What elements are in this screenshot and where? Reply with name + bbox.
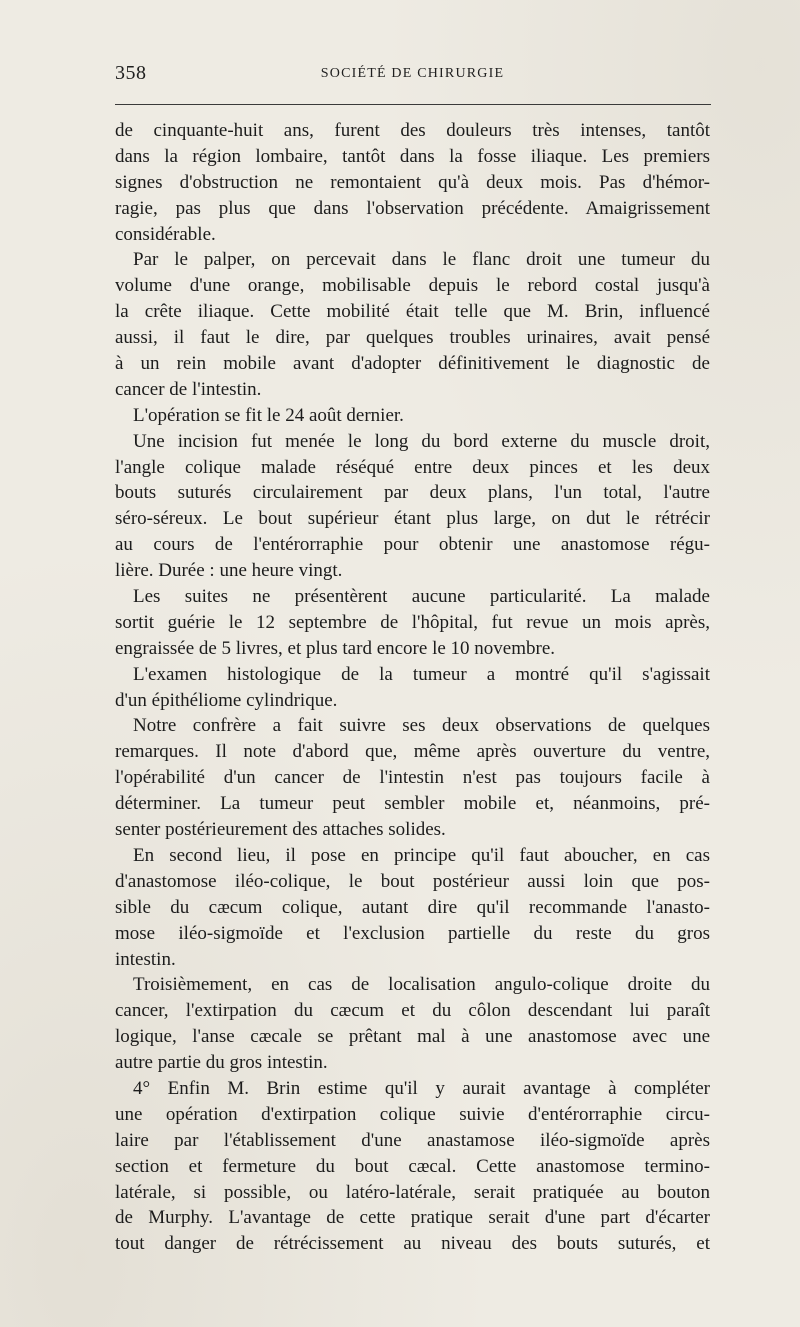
text-line: engraissée de 5 livres, et plus tard encore le 10 novembre. <box>115 637 556 659</box>
text-line: Troisièmement, en cas de localisation angulo-colique droite du <box>133 974 710 996</box>
text-line: mose iléo-sigmoïde et l'exclusion partielle du reste du gros <box>115 922 710 944</box>
text-line: En second lieu, il pose en principe qu'il faut aboucher, en cas <box>133 844 710 866</box>
text-line: volume d'une orange, mobilisable depuis le rebord costal jusqu'à <box>115 275 710 297</box>
text-line: d'anastomose iléo-colique, le bout postérieur aussi loin que pos- <box>115 870 710 892</box>
text-line: L'examen histologique de la tumeur a montré qu'il s'agissait <box>133 663 710 685</box>
text-line: section et fermeture du bout cæcal. Cette anastomose termino- <box>115 1155 710 1177</box>
text-line: senter postérieurement des attaches solides. <box>115 819 446 841</box>
text-line: latérale, si possible, ou latéro-latérale, serait pratiquée au bouton <box>115 1181 710 1203</box>
page-number: 358 <box>115 62 147 84</box>
text-line: de Murphy. L'avantage de cette pratique serait d'une part d'écarter <box>115 1207 710 1229</box>
body-text <box>115 118 710 1257</box>
text-line: intestin. <box>115 948 176 970</box>
text-line: lière. Durée : une heure vingt. <box>115 560 343 582</box>
text-line: aussi, il faut le dire, par quelques troubles urinaires, avait pensé <box>115 327 710 349</box>
text-line: à un rein mobile avant d'adopter définitivement le diagnostic de <box>115 353 710 375</box>
text-line: laire par l'établissement d'une anastamose iléo-sigmoïde après <box>115 1129 710 1151</box>
text-line: signes d'obstruction ne remontaient qu'à deux mois. Pas d'hémor- <box>115 171 710 193</box>
header-rule <box>115 104 711 105</box>
text-line: dans la région lombaire, tantôt dans la fosse iliaque. Les premiers <box>115 145 710 167</box>
text-line: de cinquante-huit ans, furent des douleurs très intenses, tantôt <box>115 120 710 141</box>
running-head: SOCIÉTÉ DE CHIRURGIE <box>320 66 505 81</box>
text-line: Une incision fut menée le long du bord externe du muscle droit, <box>133 430 710 452</box>
text-line: Notre confrère a fait suivre ses deux observations de quelques <box>133 715 710 737</box>
text-line: bouts suturés circulairement par deux plans, l'un total, l'autre <box>115 482 710 504</box>
text-line: Les suites ne présentèrent aucune particularité. La malade <box>133 586 710 608</box>
text-line: l'opérabilité d'un cancer de l'intestin n'est pas toujours facile à <box>115 767 710 789</box>
page-header <box>115 62 710 92</box>
text-line: ragie, pas plus que dans l'observation précédente. Amaigrissement <box>115 197 710 219</box>
text-line: cancer de l'intestin. <box>115 378 262 400</box>
text-line: cancer, l'extirpation du cæcum et du côlon descendant lui paraît <box>115 1000 710 1022</box>
text-line: tout danger de rétrécissement au niveau des bouts suturés, et <box>115 1233 710 1255</box>
text-line: autre partie du gros intestin. <box>115 1052 328 1074</box>
text-line: la crête iliaque. Cette mobilité était telle que M. Brin, influencé <box>115 301 710 323</box>
text-line: Par le palper, on percevait dans le flanc droit une tumeur du <box>133 249 710 271</box>
text-line: considérable. <box>115 223 216 245</box>
text-line: l'angle colique malade réséqué entre deux pinces et les deux <box>115 456 710 478</box>
text-line: au cours de l'entérorraphie pour obtenir une anastomose régu- <box>115 534 710 556</box>
text-line: logique, l'anse cæcale se prêtant mal à une anastomose avec une <box>115 1026 710 1048</box>
text-line: sible du cæcum colique, autant dire qu'il recommande l'anasto- <box>115 896 710 918</box>
text-line: remarques. Il note d'abord que, même après ouverture du ventre, <box>115 741 710 763</box>
text-line: d'un épithéliome cylindrique. <box>115 689 338 711</box>
text-line: sortit guérie le 12 septembre de l'hôpital, fut revue un mois après, <box>115 611 710 633</box>
text-line: séro-séreux. Le bout supérieur étant plus large, on dut le rétrécir <box>115 508 710 530</box>
text-line: L'opération se fit le 24 août dernier. <box>133 404 404 426</box>
text-line: déterminer. La tumeur peut sembler mobile et, néanmoins, pré- <box>115 793 710 815</box>
text-line: une opération d'extirpation colique suivie d'entérorraphie circu- <box>115 1103 710 1125</box>
text-line: 4° Enfin M. Brin estime qu'il y aurait avantage à compléter <box>133 1077 710 1099</box>
